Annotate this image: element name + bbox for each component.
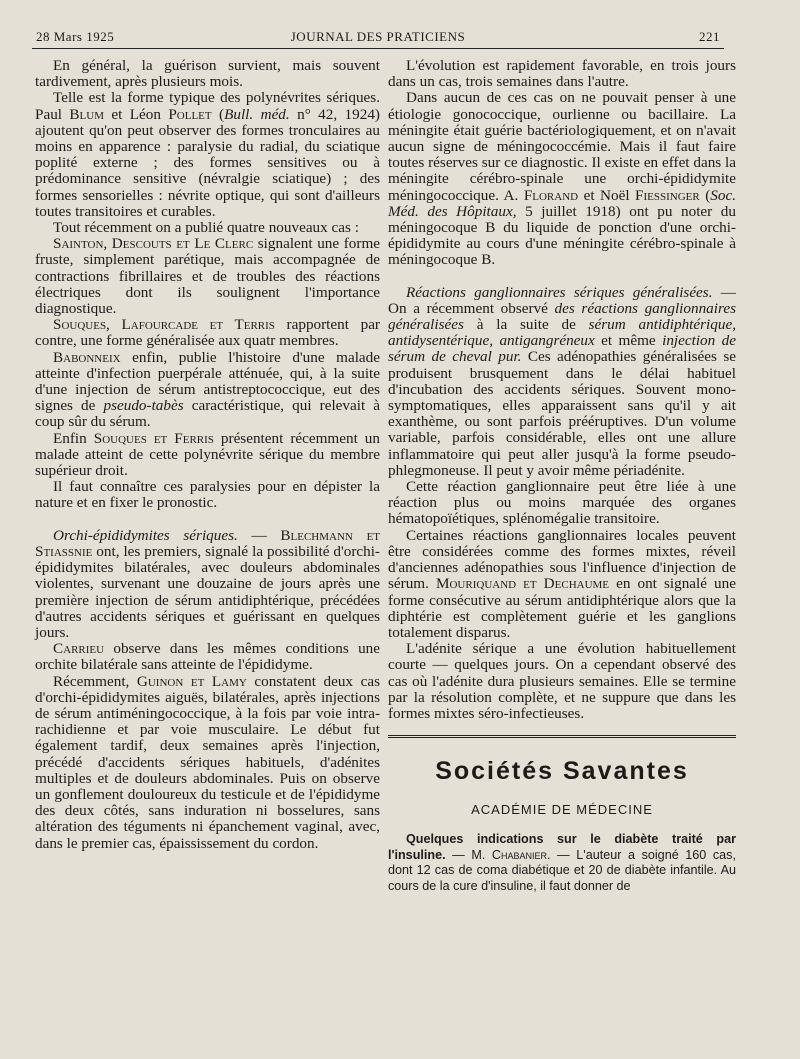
header-date: 28 Mars 1925 [36,29,115,44]
paragraph: L'évolution est rapidement favorable, en trois jours dans un cas, trois semaines dans l'autre. [388,57,736,91]
paragraph: Enfin Souques et Ferris présentent récemment un malade atteint de cette polynévrite sérique du membre supérieur droit. [35,429,380,480]
paragraph: Carrieu observe dans les mêmes conditions une orchite bilatérale sans atteinte de l'épididyme. [35,640,380,674]
section-divider [388,735,736,738]
paragraph: Souques, Lafourcade et Terris rapportent par contre, une forme généralisée aux quatr membres. [35,316,380,350]
abstract-paragraph: Quelques indications sur le diabète traité par l'insuline. — M. Chabanier. — L'auteur a soigné 160 cas, dont 12 cas de coma diabétique et 20 de diabète infantile. Au cours de la cure d'insuline, il faut donner de [388,832,736,893]
left-column [35,58,380,852]
paragraph: Telle est la forme typique des polynévrites sériques. Paul Blum et Léon Pollet (Bull. méd. n° 42, 1924) ajoutent qu'on peut observer des formes tronculaires au moins en apparence : paralysie du radial, du sciatique poplité externe ; des formes sensitives ou à prédominance sensitive (névralgie sciatique) ; des formes sensorielles : névrite optique, qui sont d'ailleurs toutes transitoires et curables. [35,89,380,220]
paragraph: Sainton, Descouts et Le Clerc signalent une forme fruste, simplement parétique, mais accompagnée de contractions fibrillaires et de troubles des réactions électriques dont ils soulignent l'importance diagnostique. [35,235,381,318]
paragraph: Il faut connaître ces paralysies pour en dépister la nature et en fixer le pronostic. [35,478,380,512]
right-column [388,58,736,894]
header-page-number: 221 [699,29,720,44]
section-paragraph: Réactions ganglionnaires sériques généralisées. — On a récemment observé des réactions ganglionnaires généralisées à la suite de sérum antidiphtérique, antidysentérique, antigangréneux et même injection de sérum de cheval pur. Ces adénopathies généralisées se produisent brusquement dans le délai habituel d'incubation des accidents sériques. Souvent mono-symptomatiques, elles apparaissent sans qu'il y ait exanthème, ou sont parfois prééruptives. D'un volume variable, parfois considérable, elles ont une allure inflammatoire qui peut aller jusqu'à la forme pseudo-phlegmoneuse. Il peut y avoir même périadénite. [388,283,736,479]
paragraph: Babonneix enfin, publie l'histoire d'une malade atteinte d'infection puerpérale atténuée, qui, à la suite d'une injection de sérum antistreptococcique, eut des signes de pseudo-tabès caractéristique, qui relevait à coup sûr du sérum. [35,348,380,431]
paragraph: Certaines réactions ganglionnaires locales peuvent être considérées comme des formes mixtes, réveil d'anciennes adénopathies sous l'influence d'injection de sérum. Mouriquand et Dechaume en ont signalé une forme consécutive au sérum antidiphtérique alors que la diphtérie est complètement guérie et les ganglions totalement disparus. [388,526,736,641]
paragraph: Tout récemment on a publié quatre nouveaux cas : [53,219,359,237]
paragraph: Récemment, Guinon et Lamy constatent deux cas d'orchi-épididymites aiguës, bilatérales, après injections de sérum antiméningococcique, à la fois par voie intra-rachidienne et par voie musculaire. Le début fut également tardif, deux semaines après l'injection, précédé d'accidents sériques habituels, d'adénites multiples et de douleurs abdominales. Puis on observe un gonflement douloureux du testicule et de l'épididyme des deux côtés, sans induration ni bosselures, sans altération des téguments ni épanchement vaginal, avec, dans le premier cas, épaississement du cordon. [35,672,380,852]
header-journal-title: JOURNAL DES PRATICIENS [290,29,466,44]
subsection-title: ACADÉMIE DE MÉDECINE [471,802,653,818]
paragraph: En général, la guérison survient, mais souvent tardivement, après plusieurs mois. [35,57,380,91]
section-title: Sociétés Savantes [435,757,689,786]
paragraph: L'adénite sérique a une évolution habituellement courte — quelques jours. On a cependant observé des cas où l'adénite dura plusieurs semaines. Elle se termine par la résolution complète, et ne suppure que dans les formes mixtes séro-infectieuses. [388,640,736,722]
paragraph: Cette réaction ganglionnaire peut être liée à une réaction plus ou moins marquée des organes hématopoïétiques, splénomégalie transitoire. [388,478,736,528]
section-paragraph: Orchi-épididymites sériques. — Blechmann et Stiassnie ont, les premiers, signalé la possibilité d'orchi-épididymites bilatérales, avec douleurs abdominales violentes, survenant une douzaine de jours après une première injection de sérum antidiphtérique, précédées d'autres accidents sériques et guérissant en quelques jours. [35,526,381,641]
running-header [32,26,724,49]
paragraph: Dans aucun de ces cas on ne pouvait penser à une étiologie gonococcique, ourlienne ou bacillaire. La méningite était guérie bactériologiquement, et on n'avait aucun signe de méningococcémie. Mais il faut faire toutes réserves sur ce diagnostic. Il existe en effet dans la méningite cérébro-spinale une orchi-épididymite méningococcique. A. Florand et Noël Fiessinger (Soc. Méd. des Hôpitaux, 5 juillet 1918) ont pu noter du méningocoque B du liquide de ponction d'une orchi-épididymite au cours d'une méningite cérébro-spinale à méningocoque B. [388,89,736,269]
